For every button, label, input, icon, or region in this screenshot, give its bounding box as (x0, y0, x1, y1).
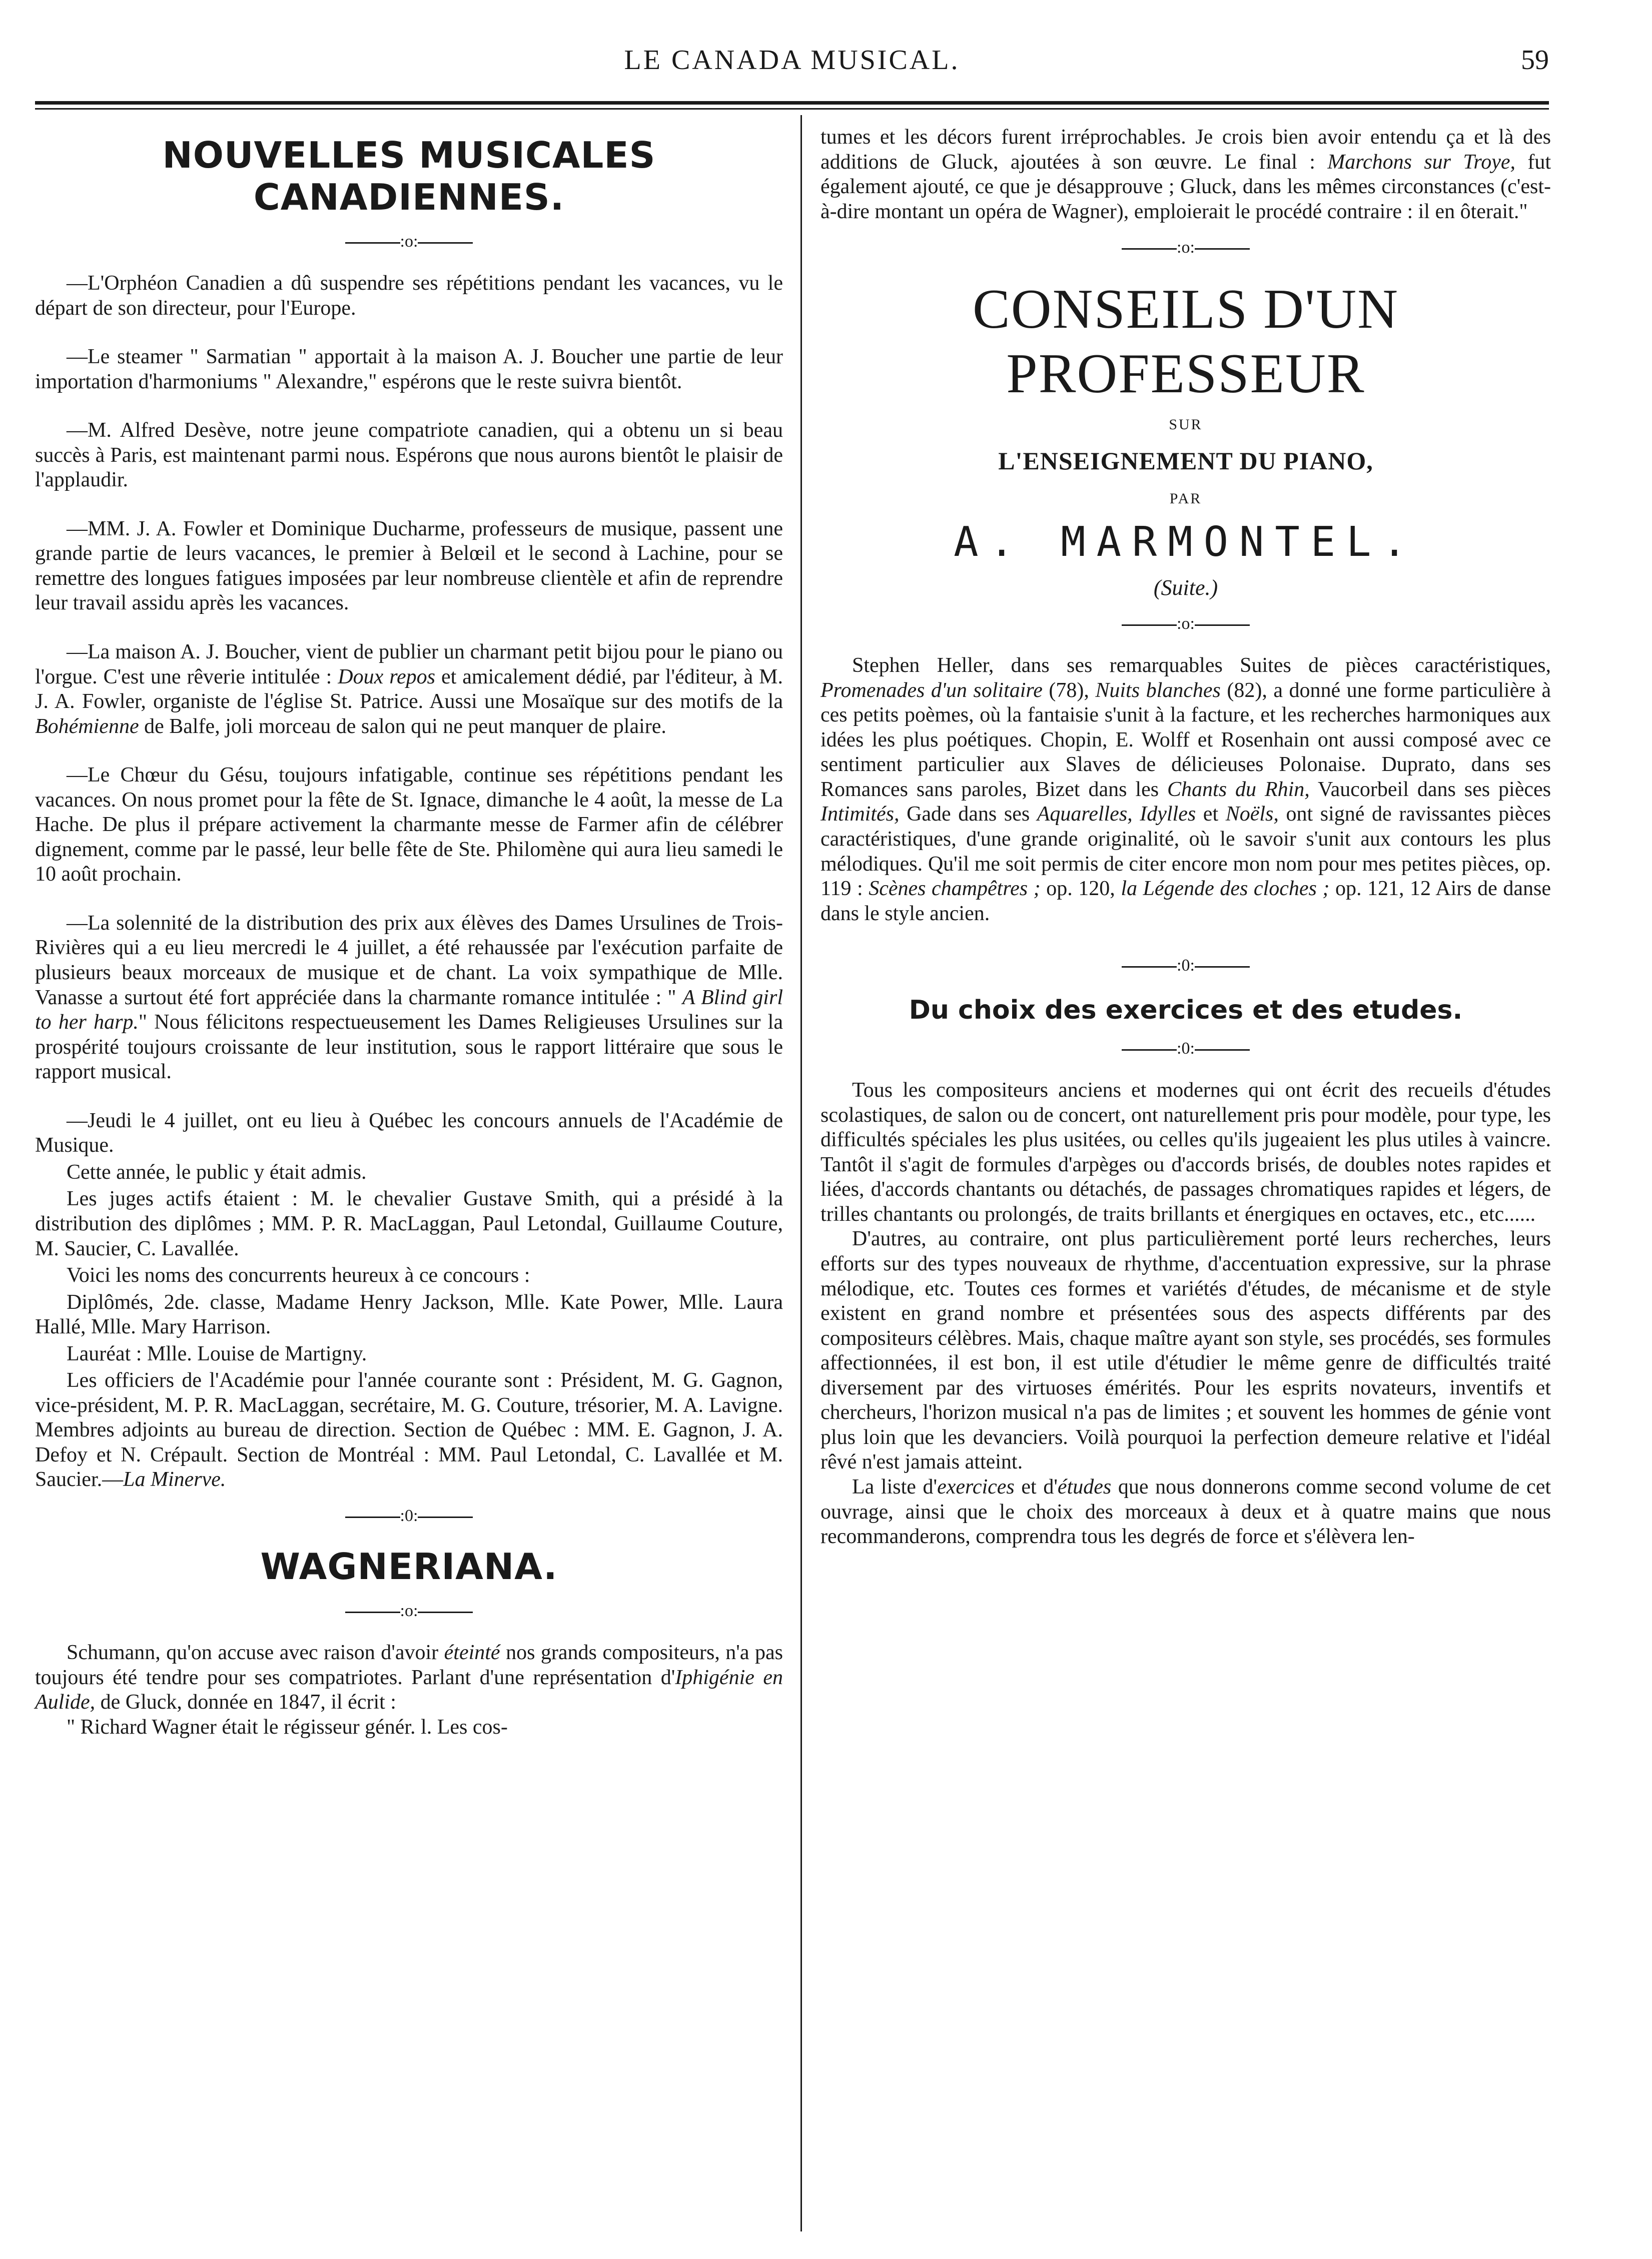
news-item: Lauréat : Mlle. Louise de Martigny. (67, 1342, 367, 1365)
news-item: —La solennité de la distribution des prix aux élèves des Dames Ursulines de Trois-Rivières qui a eu lieu mercredi le 4 juillet, a été rehaussée par l'exécution parfaite de plusieurs beaux morceaux de musique et de chant. La voix sympathique de Mlle. Vanasse a surtout été fort appréciée dans la charmante romance intitulée : " A Blind girl to her harp." Nous félicitons respectueusement les Dames Religieuses Ursulines sur la prospérité toujours croissante de leur institution, sous le rapport littéraire que sous le rapport musical. (35, 911, 783, 1084)
separator: :0: (820, 956, 1551, 975)
separator: :0: (35, 1507, 783, 1526)
news-item: —MM. J. A. Fowler et Dominique Ducharme, professeurs de musique, passent une grande partie de leurs vacances, le premier à Belœil et le second à Lachine, pour se remettre des longues fatigues imposées par leur nombreuse clientèle et afin de reprendre leur travail assidu après les vacances. (35, 517, 783, 615)
news-item: Les juges actifs étaient : M. le chevalier Gustave Smith, qui a présidé à la distribution des diplômes ; MM. P. R. MacLaggan, Paul Letondal, Guillaume Couture, M. Saucier, C. Lavallée. (35, 1187, 783, 1260)
news-item: —M. Alfred Desève, notre jeune compatriote canadien, qui a obtenu un si beau succès à Paris, est maintenant parmi nous. Espérons que nous aurons bientôt le plaisir de l'applaudir. (35, 419, 783, 492)
header-rule-thick (35, 101, 1549, 105)
running-title: LE CANADA MUSICAL. (624, 45, 960, 76)
article-subtitle: L'ENSEIGNEMENT DU PIANO, (998, 447, 1373, 475)
news-item: —La maison A. J. Boucher, vient de publier un charmant petit bijou pour le piano ou l'orgue. C'est une rêverie intitulée : Doux repos et amicalement dédié, par l'éditeur, à M. J. A. Fowler, organiste de l'église St. Patrice. Aussi une Mosaïque sur des motifs de la Bohémienne de Balfe, joli morceau de salon qui ne peut manquer de plaire. (35, 640, 783, 738)
article-title: CONSEILS D'UN PROFESSEUR (973, 278, 1399, 405)
title-connector: PAR (1169, 490, 1202, 507)
article-author: A. MARMONTEL. (954, 518, 1418, 566)
page-header (35, 44, 1549, 89)
column-divider (800, 115, 802, 2231)
separator: :o: (820, 614, 1551, 633)
header-rule-thin (35, 108, 1549, 110)
news-item: Diplômés, 2de. classe, Madame Henry Jackson, Mlle. Kate Power, Mlle. Laura Hallé, Mlle. Mary Harrison. (35, 1290, 783, 1339)
article-paragraph: Stephen Heller, dans ses remarquables Suites de pièces caractéristiques, Promenades d'un solitaire (78), Nuits blanches (82), a donné une forme particulière à ces petits poèmes, où la fantaisie s'unit à la facture, et les recherches harmoniques aux idées les plus poétiques. Chopin, E. Wolff et Rosenhain ont aussi composé avec ce sentiment particulier aux Slaves de délicieuses Polonaise. Duprato, dans ses Romances sans paroles, Bizet dans les Chants du Rhin, Vaucorbeil dans ses pièces Intimités, Gade dans ses Aquarelles, Idylles et Noëls, ont signé de ravissantes pièces caractéristiques, d'une grande originalité, où le savoir s'unit aux contours les plus mélodiques. Qu'il me soit permis de citer encore mon nom pour mes petites pièces, op. 119 : Scènes champêtres ; op. 120, la Légende des cloches ; op. 121, 12 Airs de danse dans le style ancien. (820, 654, 1551, 925)
separator: :o: (35, 1602, 783, 1621)
section-heading-nouvelles: NOUVELLES MUSICALES CANADIENNES. (162, 134, 656, 218)
news-item: —L'Orphéon Canadien a dû suspendre ses répétitions pendant les vacances, vu le départ de son directeur, pour l'Europe. (35, 272, 783, 320)
article-paragraph: " Richard Wagner était le régisseur génér. l. Les cos- (67, 1715, 508, 1739)
article-paragraph: Schumann, qu'on accuse avec raison d'avoir éteinté nos grands compositeurs, n'a pas toujours été tendre pour ses compatriotes. Parlant d'une représentation d'Iphigénie en Aulide, de Gluck, donnée en 1847, il écrit : (35, 1641, 783, 1714)
section-heading-wagneriana: WAGNERIANA. (260, 1545, 558, 1588)
right-column (820, 125, 1551, 1550)
news-item: —Le Chœur du Gésu, toujours infatigable, continue ses répétitions pendant les vacances. On nous promet pour la fête de St. Ignace, dimanche le 4 août, la messe de La Hache. De plus il prépare activement la charmante messe de Farmer afin de célébrer dignement, comme par le passé, leur belle fête de Ste. Philomène qui aura lieu samedi le 10 août prochain. (35, 764, 783, 886)
article-paragraph: La liste d'exercices et d'études que nous donnerons comme second volume de cet ouvrage, ainsi que le choix des morceaux à deux et à quatre mains que nous recommanderons, comprendra tous les degrés de force et s'élèvera len- (820, 1475, 1551, 1549)
page-number: 59 (1521, 45, 1549, 76)
separator: :0: (820, 1039, 1551, 1058)
separator: :o: (820, 238, 1551, 257)
article-paragraph: tumes et les décors furent irréprochables. Je crois bien avoir entendu ça et là des additions de Gluck, ajoutées à son œuvre. Le final : Marchons sur Troye, fut également ajouté, ce que je désapprouve ; Gluck, dans les mêmes circonstances (c'est-à-dire montant un opéra de Wagner), emploierait le procédé contraire : il en ôterait." (820, 126, 1551, 223)
news-item: Voici les noms des concurrents heureux à ce concours : (67, 1264, 530, 1287)
news-item: Les officiers de l'Académie pour l'année courante sont : Président, M. G. Gagnon, vice-président, M. P. R. MacLaggan, secrétaire, M. G. Couture, trésorier, M. A. Lavigne. Membres adjoints au bureau de direction. Section de Québec : MM. E. Gagnon, J. A. Defoy et N. Crépault. Section de Montréal : MM. Paul Letondal, C. Lavallée et M. Saucier.—La Minerve. (35, 1369, 783, 1491)
news-item: —Le steamer " Sarmatian " apportait à la maison A. J. Boucher une partie de leur importation d'harmoniums " Alexandre," espérons que le reste suivra bientôt. (35, 345, 783, 393)
title-connector: SUR (1169, 416, 1203, 433)
left-column (35, 125, 783, 1740)
article-paragraph: D'autres, au contraire, ont plus particulièrement porté leurs recherches, leurs efforts sur des types nouveaux de rhythme, d'accentuation expressive, sur la phrase mélodique, etc. Toutes ces formes et variétés d'études, de mécanisme et de style existent en grand nombre et présentées sous des aspects différents par des compositeurs célèbres. Mais, chaque maître ayant son style, ses procédés, ses formules affectionnées, il est bon, il est utile d'étudier le même genre de difficultés traité diversement par des virtuoses émérités. Pour les esprits novateurs, inventifs et chercheurs, l'horizon musical n'a pas de limites ; et souvent les hommes de génie vont plus loin que les devanciers. Voilà pourquoi la perfection demeure relative et l'idéal rêvé n'est jamais atteint. (820, 1227, 1551, 1474)
article-paragraph: Tous les compositeurs anciens et modernes qui ont écrit des recueils d'études scolastiques, de salon ou de concert, ont naturellement pris pour modèle, pour type, les difficultés spéciales les plus usitées, ou celles qu'ils jugeaient les plus utiles à vaincre. Tantôt il s'agit de formules d'arpèges ou d'accords brisés, de doubles notes rapides et liées, d'accords chantants ou détachés, de passages chromatiques rapides et légers, de trilles chantants ou prolongés, de traits brillants et énergiques en octaves, etc., etc...... (820, 1079, 1551, 1226)
news-item: Cette année, le public y était admis. (67, 1160, 367, 1184)
section-heading-choix: Du choix des exercices et des etudes. (909, 995, 1463, 1026)
separator: :o: (35, 232, 783, 251)
article-continuation: (Suite.) (1153, 575, 1218, 600)
news-item: —Jeudi le 4 juillet, ont eu lieu à Québec les concours annuels de l'Académie de Musique. (35, 1109, 783, 1157)
